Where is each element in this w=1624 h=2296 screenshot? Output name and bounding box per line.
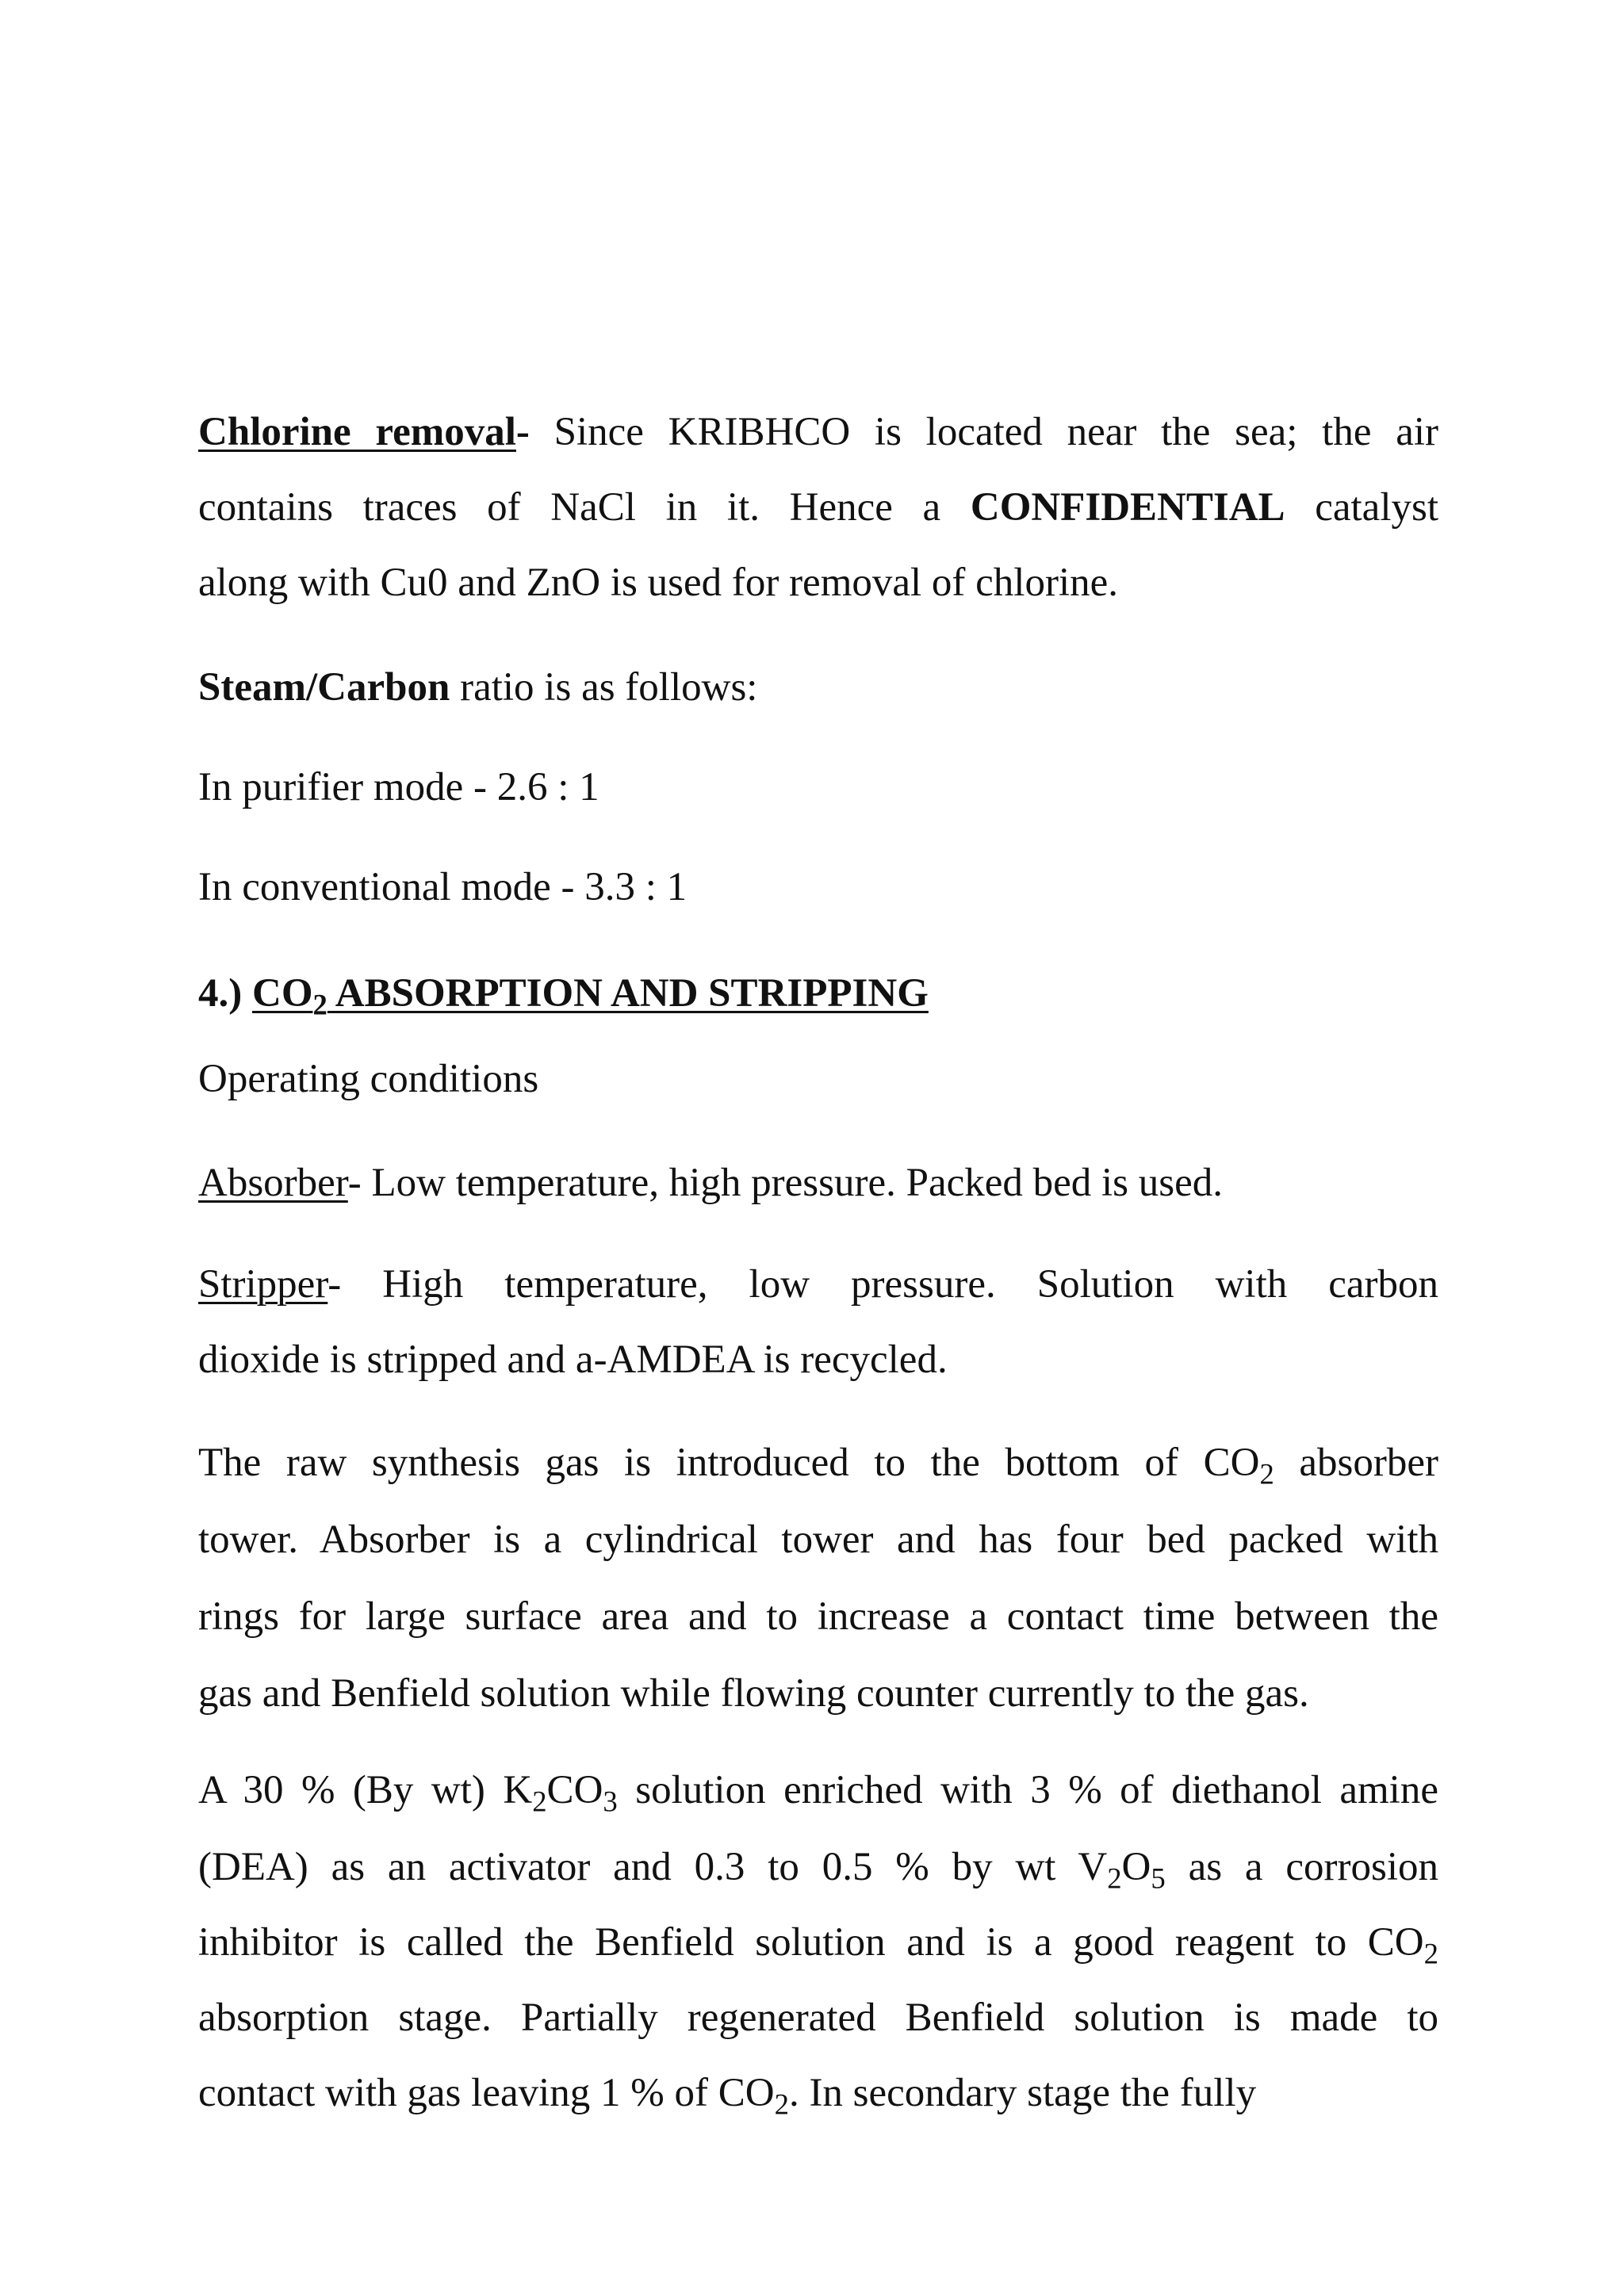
para2-line-1 — [198, 1758, 1438, 1822]
chlorine-line-2-post: catalyst — [1285, 485, 1439, 530]
para2-l1-a: A 30 % (By wt) K — [198, 1768, 533, 1812]
para1-line-4: gas and Benfield solution while flowing counter currently to the gas. — [198, 1671, 1309, 1716]
stripper-line-1 — [198, 1253, 1438, 1316]
para2-l3-a: inhibitor is called the Benfield solution and is a good reagent to CO — [198, 1920, 1424, 1965]
para2-l5-sub: 2 — [774, 2087, 789, 2121]
para2-line-4: absorption stage. Partially regenerated Benfield solution is made to — [198, 1996, 1438, 2040]
para1-line-2: tower. Absorber is a cylindrical tower and has four bed packed with — [198, 1517, 1438, 1562]
para2-l5-a: contact with gas leaving 1 % of CO — [198, 2071, 775, 2115]
para2-line-5 — [198, 2061, 1438, 2125]
para2-line-3 — [198, 1911, 1438, 1974]
chlorine-line-1-text: Since KRIBHCO is located near the sea; the air — [529, 410, 1438, 454]
section-4-heading — [198, 962, 1438, 1025]
stripper-line-2: dioxide is stripped and a-AMDEA is recycled. — [198, 1337, 948, 1382]
para1-line-1-post: absorber — [1274, 1441, 1438, 1485]
para2-l2-a: (DEA) as an activator and 0.3 to 0.5 % by wt V — [198, 1845, 1108, 1889]
chlorine-line-1 — [198, 400, 1438, 464]
para2-line-2 — [198, 1835, 1438, 1899]
para1-line-1-sub: 2 — [1259, 1457, 1274, 1490]
chlorine-heading: Chlorine removal — [198, 410, 516, 454]
operating-conditions: Operating conditions — [198, 1057, 539, 1101]
para2-l2-c: as a corrosion — [1165, 1845, 1438, 1889]
para2-l2-sub1: 2 — [1107, 1862, 1122, 1895]
absorber-label: Absorber — [198, 1161, 348, 1205]
section-4-sub: 2 — [312, 988, 327, 1021]
para2-l5-b: . In secondary stage the fully — [788, 2071, 1257, 2115]
stripper-line-1-text: - High temperature, low pressure. Solution with carbon — [327, 1262, 1438, 1307]
para1-line-1-pre: The raw synthesis gas is introduced to the bottom of CO — [198, 1441, 1260, 1485]
para1-line-3: rings for large surface area and to increase a contact time between the — [198, 1594, 1438, 1639]
chlorine-line-3: along with Cu0 and ZnO is used for removal of chlorine. — [198, 561, 1119, 605]
para2-l1-c: solution enriched with 3 % of diethanol amine — [617, 1768, 1438, 1812]
para2-l2-sub2: 5 — [1151, 1862, 1166, 1895]
section-4-number: 4.) — [198, 971, 252, 1016]
para2-l3-sub: 2 — [1423, 1937, 1438, 1970]
section-4-title-text: ABSORPTION AND STRIPPING — [327, 971, 929, 1016]
para2-l1-sub2: 3 — [603, 1785, 618, 1818]
para1-line-1 — [198, 1431, 1438, 1494]
absorber-line — [198, 1151, 1438, 1215]
stripper-label: Stripper — [198, 1262, 328, 1307]
para2-l1-sub1: 2 — [532, 1785, 547, 1818]
section-4-co: CO — [251, 971, 313, 1016]
conventional-mode-line: In conventional mode - 3.3 : 1 — [198, 865, 688, 909]
absorber-text: - Low temperature, high pressure. Packed bed is used. — [347, 1161, 1224, 1205]
confidential-text: CONFIDENTIAL — [970, 485, 1285, 530]
section-4-title — [251, 971, 929, 1021]
steam-carbon-line — [198, 656, 1438, 719]
chlorine-line-2-pre: contains traces of NaCl in it. Hence a — [198, 485, 971, 530]
purifier-mode-line: In purifier mode - 2.6 : 1 — [198, 765, 599, 809]
steam-carbon-text: ratio is as follows: — [450, 665, 758, 710]
steam-carbon-label: Steam/Carbon — [198, 665, 450, 710]
chlorine-dash: - — [515, 410, 530, 454]
chlorine-line-2 — [198, 476, 1438, 539]
para2-l2-b: O — [1121, 1845, 1151, 1889]
para2-l1-b: CO — [546, 1768, 603, 1812]
